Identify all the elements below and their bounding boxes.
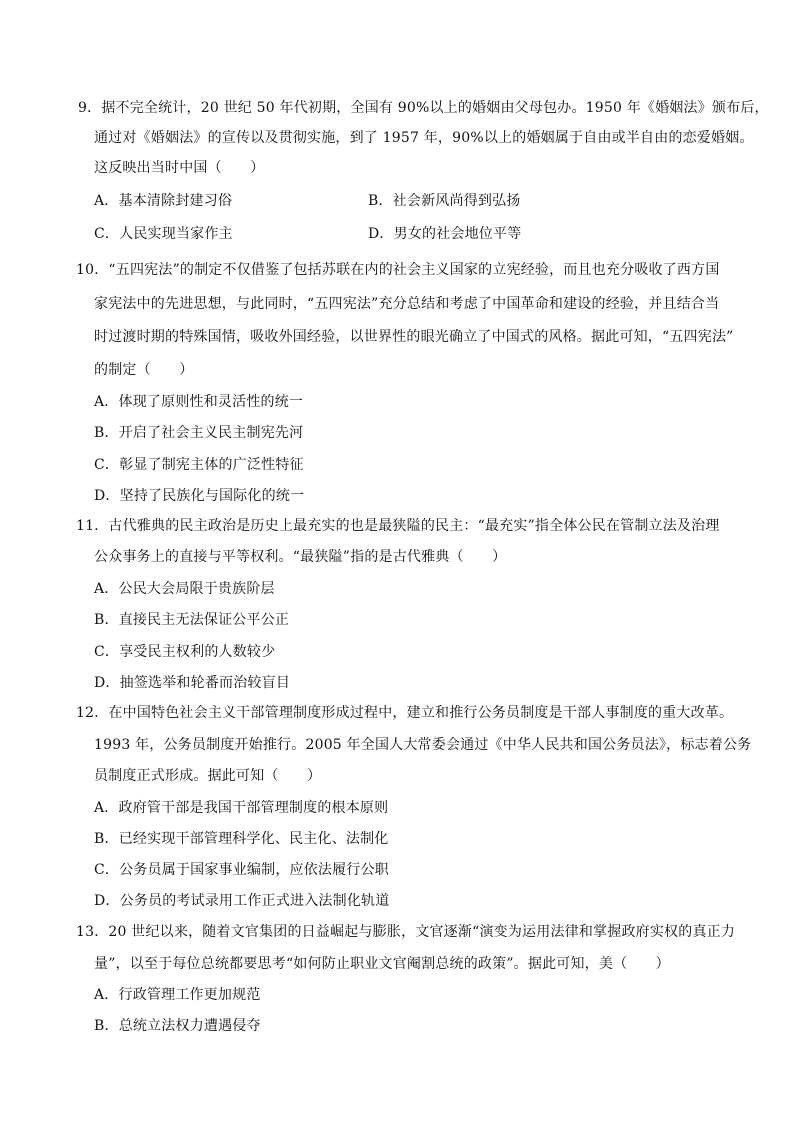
option-text: 总统立法权力遭遇侵夺 bbox=[118, 1018, 261, 1034]
question-stem: 据不完全统计，20 世纪 50 年代初期，全国有 90%以上的婚姻由父母包办。1950 年《婚姻法》颁布后， bbox=[101, 100, 769, 116]
option-label: B． bbox=[94, 612, 119, 628]
question-9-line-3: 这反映出当时中国（ ） bbox=[94, 160, 265, 176]
option-d bbox=[94, 487, 304, 505]
option-text: 公民大会局限于贵族阶层 bbox=[118, 581, 275, 597]
question-9-line-2: 通过对《婚姻法》的宣传以及贯彻实施，到了 1957 年，90%以上的婚姻属于自由或半自由的恋爱婚姻。 bbox=[94, 130, 754, 146]
option-label: D． bbox=[368, 226, 394, 242]
question-13-line-2: 量”，以至于每位总统都要思考“如何防止职业文官阉割总统的政策”。据此可知，美（ ） bbox=[94, 956, 670, 972]
option-a bbox=[94, 393, 303, 411]
option-d bbox=[94, 674, 290, 692]
option-c bbox=[94, 861, 389, 879]
option-text: 开启了社会主义民主制宪先河 bbox=[118, 425, 304, 441]
question-number: 11． bbox=[76, 518, 109, 534]
question-12-line-3: 员制度正式形成。据此可知（ ） bbox=[94, 768, 322, 784]
option-text: 行政管理工作更加规范 bbox=[118, 987, 261, 1003]
option-label: C． bbox=[94, 644, 120, 660]
option-a bbox=[94, 192, 232, 210]
question-stem: 古代雅典的民主政治是历史上最充实的也是最狭隘的民主：“最充实”指全体公民在管制立法及治理 bbox=[108, 518, 720, 534]
option-a bbox=[94, 986, 261, 1004]
option-text: 人民实现当家作主 bbox=[119, 226, 233, 242]
option-label: B． bbox=[94, 425, 119, 441]
option-b bbox=[94, 1017, 261, 1035]
question-10-line-2: 家宪法中的先进思想，与此同时，“五四宪法”充分总结和考虑了中国革命和建设的经验，并且结合当 bbox=[94, 296, 720, 312]
option-d bbox=[368, 225, 521, 243]
option-a bbox=[94, 580, 275, 598]
question-13-line-1 bbox=[76, 923, 735, 941]
option-b bbox=[94, 830, 389, 848]
option-c bbox=[94, 643, 275, 661]
option-text: 已经实现干部管理科学化、民主化、法制化 bbox=[118, 831, 389, 847]
option-label: A． bbox=[94, 581, 119, 597]
question-stem: 20 世纪以来，随着文官集团的日益崛起与膨胀，文官逐渐“演变为运用法律和掌握政府实权的真正力 bbox=[108, 924, 736, 940]
question-10-line-1 bbox=[76, 261, 720, 279]
option-text: 直接民主无法保证公平公正 bbox=[118, 612, 290, 628]
option-text: 男女的社会地位平等 bbox=[393, 226, 522, 242]
option-text: 基本清除封建习俗 bbox=[118, 193, 233, 209]
option-a bbox=[94, 799, 388, 817]
option-label: C． bbox=[94, 226, 120, 242]
option-b bbox=[94, 424, 303, 442]
option-label: A． bbox=[94, 193, 119, 209]
question-10-line-3: 时过渡时期的特殊国情，吸收外国经验，以世界性的眼光确立了中国式的风格。据此可知，“五四宪法” bbox=[94, 329, 734, 345]
option-label: B． bbox=[94, 1018, 119, 1034]
question-9-line-1 bbox=[78, 99, 769, 117]
option-text: 政府管干部是我国干部管理制度的根本原则 bbox=[118, 800, 389, 816]
option-label: A． bbox=[94, 800, 119, 816]
option-text: 享受民主权利的人数较少 bbox=[119, 644, 276, 660]
option-label: B． bbox=[94, 831, 119, 847]
option-text: 公务员属于国家事业编制，应依法履行公职 bbox=[119, 862, 389, 878]
option-text: 公务员的考试录用工作正式进入法制化轨道 bbox=[119, 893, 390, 909]
question-11-line-2: 公众事务上的直接与平等权利。“最狭隘”指的是古代雅典（ ） bbox=[94, 549, 507, 565]
option-label: C． bbox=[94, 457, 120, 473]
question-stem: 在中国特色社会主义干部管理制度形成过程中，建立和推行公务员制度是干部人事制度的重大改革。 bbox=[108, 705, 734, 721]
question-number: 9． bbox=[78, 100, 102, 116]
option-c bbox=[94, 456, 304, 474]
option-b bbox=[94, 611, 289, 629]
option-label: A． bbox=[94, 394, 119, 410]
question-11-line-1 bbox=[76, 517, 720, 535]
option-label: D． bbox=[94, 893, 120, 909]
option-text: 坚持了民族化与国际化的统一 bbox=[119, 488, 305, 504]
question-number: 13． bbox=[76, 924, 109, 940]
option-label: D． bbox=[94, 488, 120, 504]
question-12-line-1 bbox=[76, 704, 733, 722]
option-label: A． bbox=[94, 987, 119, 1003]
option-label: D． bbox=[94, 675, 120, 691]
question-10-line-4: 的制定（ ） bbox=[94, 362, 194, 378]
option-text: 抽签选举和轮番而治较盲目 bbox=[119, 675, 291, 691]
option-text: 体现了原则性和灵活性的统一 bbox=[118, 394, 304, 410]
option-label: C． bbox=[94, 862, 120, 878]
option-text: 彰显了制宪主体的广泛性特征 bbox=[119, 457, 304, 473]
question-number: 10． bbox=[76, 262, 109, 278]
option-d bbox=[94, 892, 389, 910]
option-c bbox=[94, 225, 233, 243]
question-number: 12． bbox=[76, 705, 109, 721]
option-b bbox=[368, 192, 521, 210]
option-text: 社会新风尚得到弘扬 bbox=[392, 193, 521, 209]
question-stem: “五四宪法”的制定不仅借鉴了包括苏联在内的社会主义国家的立宪经验，而且也充分吸收了西方国 bbox=[108, 262, 720, 278]
option-label: B． bbox=[368, 193, 393, 209]
question-12-line-2: 1993 年，公务员制度开始推行。2005 年全国人大常委会通过《中华人民共和国公务员法》，标志着公务 bbox=[94, 737, 752, 753]
